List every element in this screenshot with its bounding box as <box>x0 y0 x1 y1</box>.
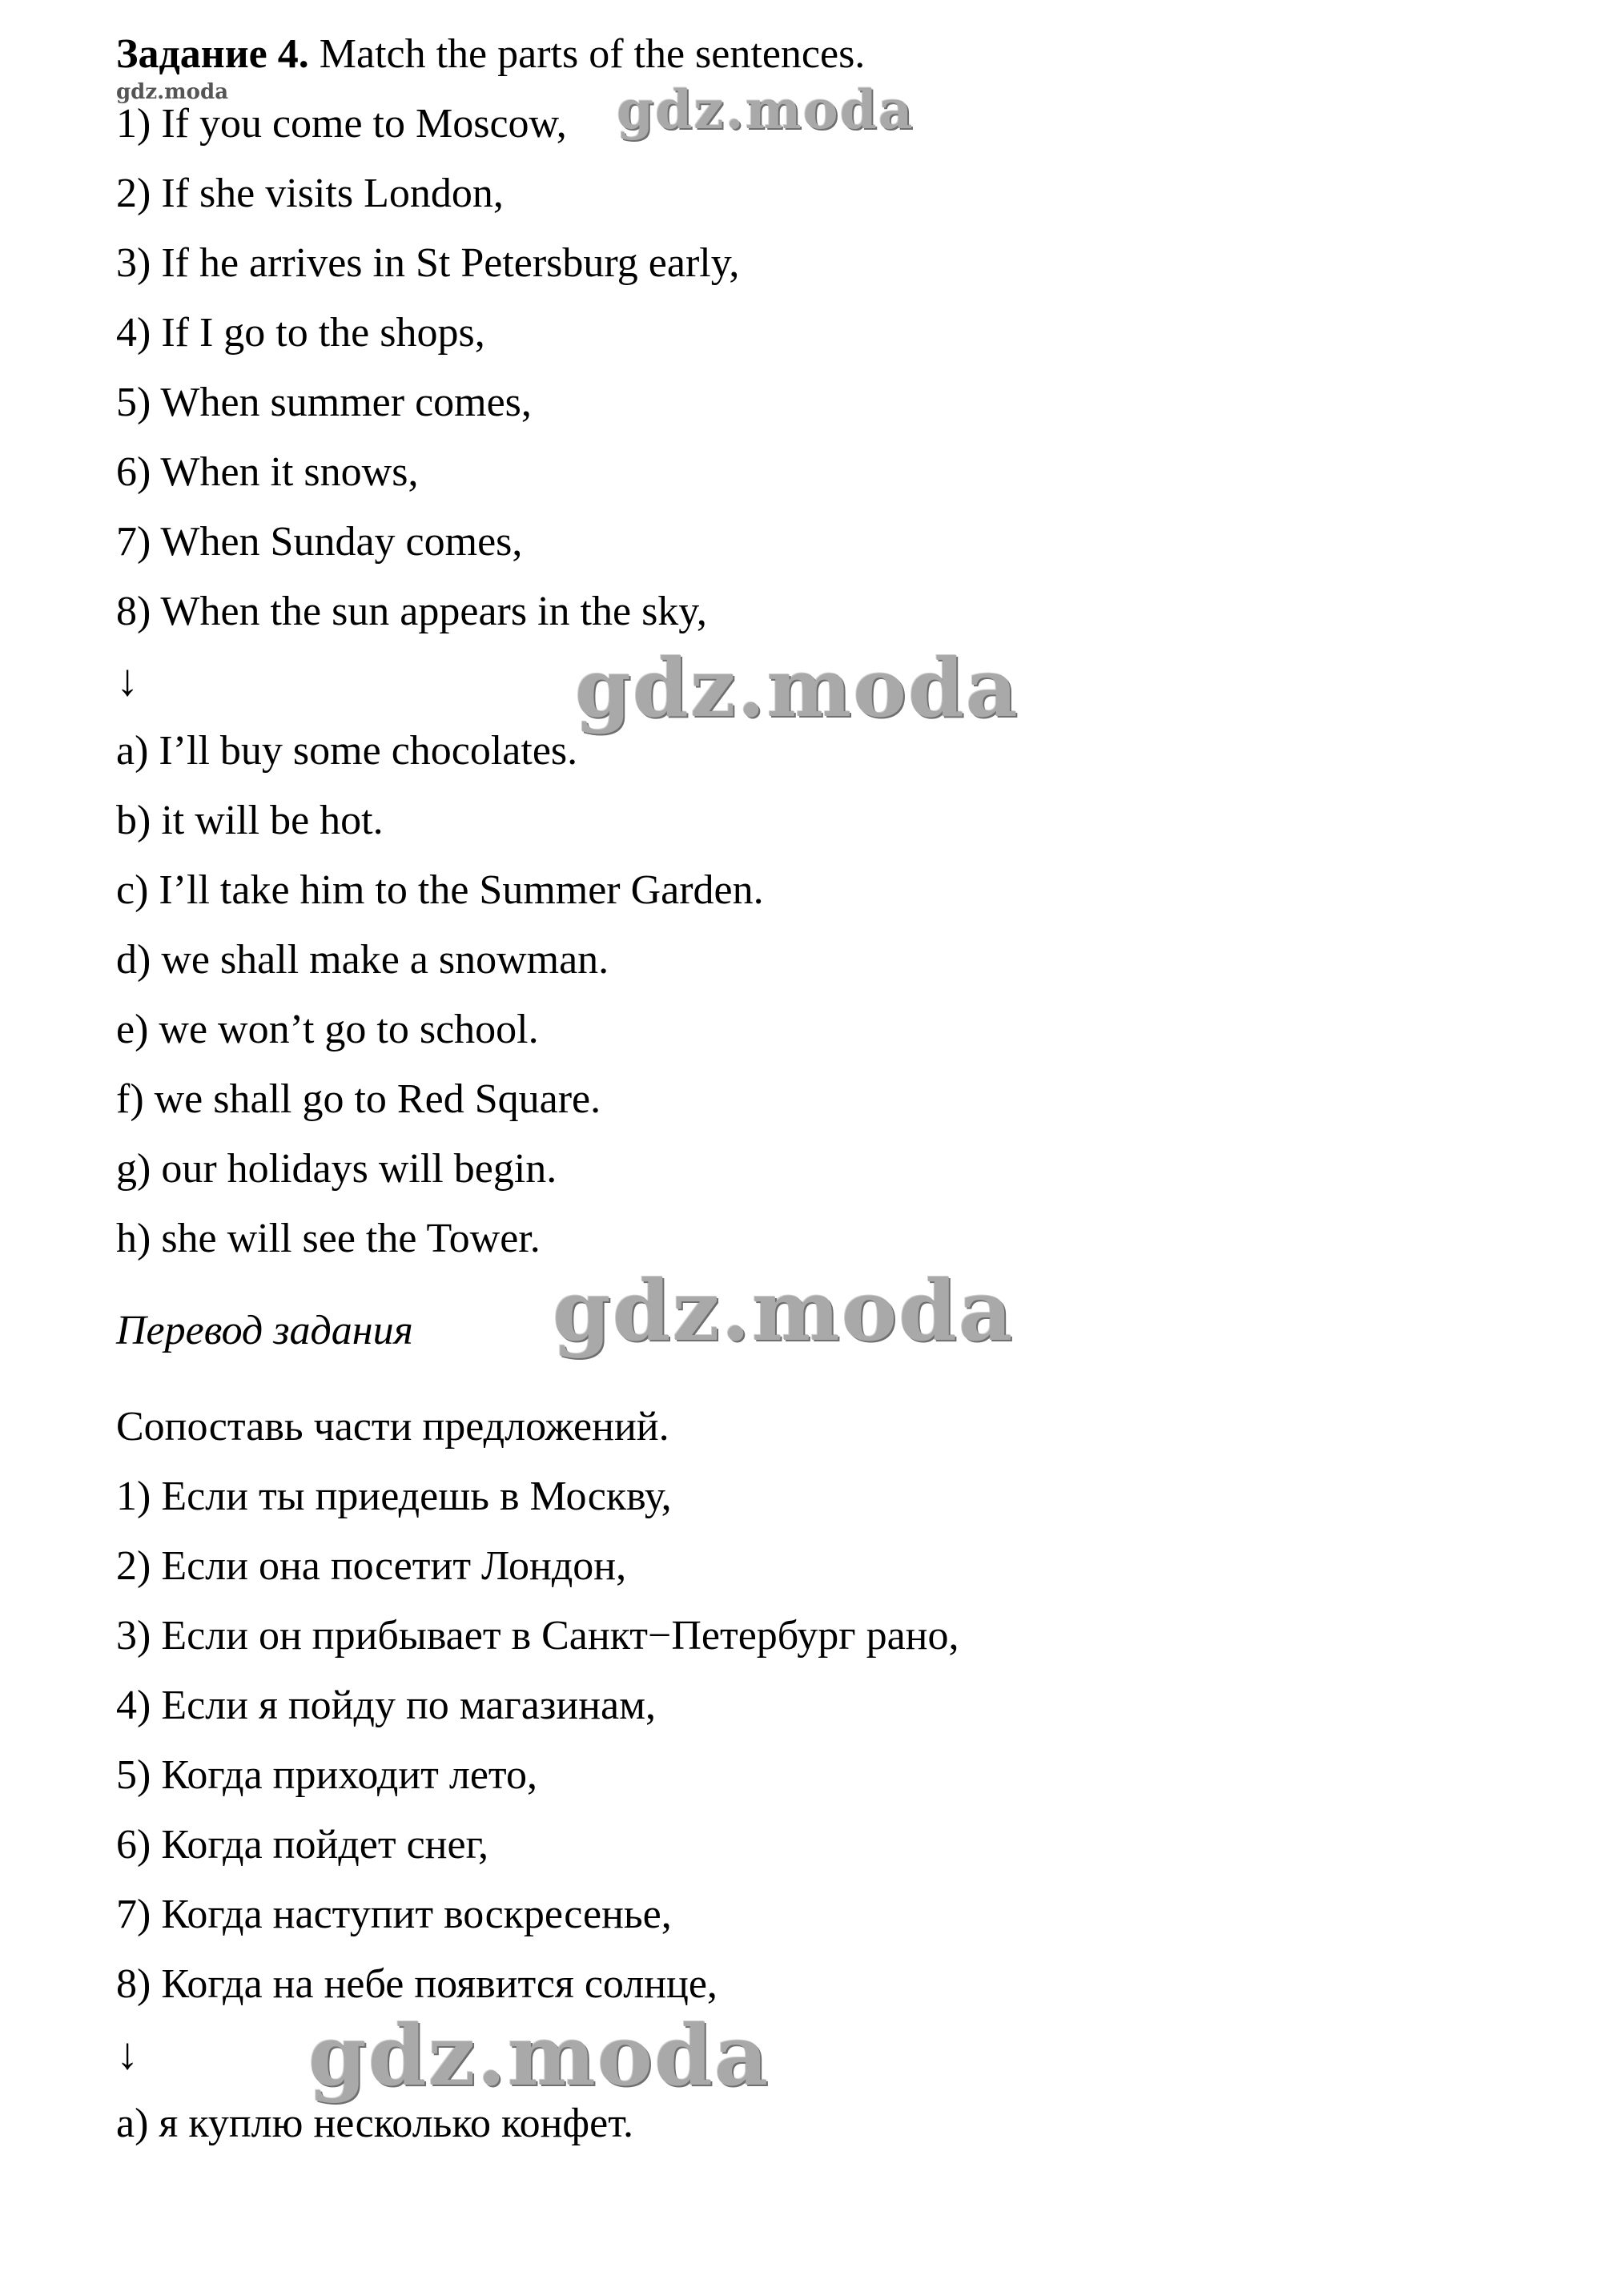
english-left-item: 5) When summer comes, <box>116 380 532 425</box>
english-left-item: 3) If he arrives in St Petersburg early, <box>116 240 740 286</box>
english-right-item: h) she will see the Tower. <box>116 1216 541 1261</box>
english-left-item: 4) If I go to the shops, <box>116 310 485 356</box>
watermark: gdz.moda <box>617 78 915 141</box>
english-left-item: 2) If she visits London, <box>116 171 504 216</box>
english-right-item: g) our holidays will begin. <box>116 1146 557 1192</box>
task-label: Задание 4. <box>116 31 309 77</box>
watermark: gdz.moda <box>308 2006 770 2105</box>
translation-left-item: 1) Если ты приедешь в Москву, <box>116 1474 672 1519</box>
down-arrow-icon: ↓ <box>116 2029 139 2079</box>
translation-left-item: 4) Если я пойду по магазинам, <box>116 1683 657 1728</box>
translation-right-item: a) я куплю несколько конфет. <box>116 2101 634 2146</box>
english-left-item: 6) When it snows, <box>116 449 419 495</box>
english-left-item: 7) When Sunday comes, <box>116 519 523 565</box>
english-right-item: a) I’ll buy some chocolates. <box>116 728 578 774</box>
translation-left-item: 6) Когда пойдет снег, <box>116 1822 489 1868</box>
watermark: gdz.moda <box>575 641 1019 735</box>
watermark: gdz.moda <box>553 1261 1015 1360</box>
translation-left-item: 3) Если он прибывает в Санкт−Петербург рано, <box>116 1613 959 1659</box>
translation-left-item: 8) Когда на небе появится солнце, <box>116 1961 718 2007</box>
english-left-item: 8) When the sun appears in the sky, <box>116 589 707 634</box>
translation-instruction: Сопоставь части предложений. <box>116 1404 669 1450</box>
english-right-item: b) it will be hot. <box>116 798 384 843</box>
translation-left-item: 5) Когда приходит лето, <box>116 1752 537 1798</box>
task-instruction: Match the parts of the sentences. <box>319 31 866 77</box>
english-left-item: 1) If you come to Moscow, <box>116 101 567 147</box>
watermark-small: gdz.moda <box>116 80 229 104</box>
translation-left-item: 2) Если она посетит Лондон, <box>116 1543 627 1589</box>
task-title <box>116 30 865 78</box>
english-right-item: c) I’ll take him to the Summer Garden. <box>116 867 764 913</box>
translation-heading: Перевод задания <box>116 1308 413 1353</box>
english-right-item: e) we won’t go to school. <box>116 1007 539 1052</box>
down-arrow-icon: ↓ <box>116 656 139 706</box>
english-right-item: f) we shall go to Red Square. <box>116 1076 601 1122</box>
translation-left-item: 7) Когда наступит воскресенье, <box>116 1892 672 1937</box>
english-right-item: d) we shall make a snowman. <box>116 937 609 983</box>
